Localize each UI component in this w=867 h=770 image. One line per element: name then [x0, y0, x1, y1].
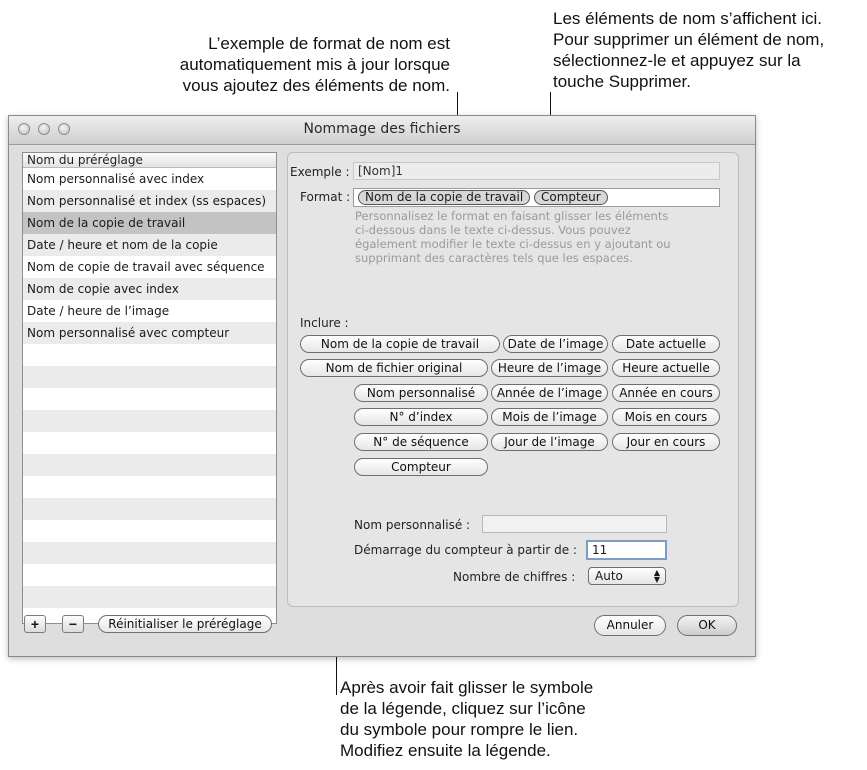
callout-line: automatiquement mis à jour lorsque: [179, 55, 450, 74]
preset-item[interactable]: Nom personnalisé avec compteur: [23, 322, 276, 344]
counter-start-field[interactable]: 11: [586, 540, 667, 560]
element-original-filename[interactable]: Nom de fichier original: [300, 359, 488, 377]
preset-item[interactable]: Nom personnalisé avec index: [27, 172, 205, 186]
empty-row: [23, 542, 276, 564]
preset-item[interactable]: Nom personnalisé et index (ss espaces): [23, 190, 276, 212]
empty-row: [23, 344, 276, 366]
select-arrows-icon: ▲ ▼: [653, 568, 660, 584]
element-counter[interactable]: Compteur: [354, 458, 488, 476]
custom-name-field[interactable]: [482, 515, 667, 533]
cancel-button[interactable]: Annuler: [594, 615, 666, 636]
digits-label: Nombre de chiffres :: [453, 570, 576, 584]
add-preset-button[interactable]: +: [24, 615, 46, 633]
empty-row: [23, 388, 276, 410]
description-line: ci-dessous dans le texte ci-dessus. Vous pouvez: [355, 223, 631, 237]
empty-row: [23, 454, 276, 476]
description-line: supprimant des caractères tels que les espaces.: [355, 251, 633, 265]
counter-start-label: Démarrage du compteur à partir de :: [354, 543, 577, 557]
ok-button[interactable]: OK: [677, 615, 737, 636]
remove-preset-button[interactable]: −: [62, 615, 84, 633]
element-sequence-number[interactable]: N° de séquence: [354, 433, 488, 451]
empty-row: [23, 476, 276, 498]
reset-preset-button[interactable]: Réinitialiser le préréglage: [98, 615, 272, 633]
element-index-number[interactable]: N° d’index: [354, 408, 488, 426]
element-current-month[interactable]: Mois en cours: [612, 408, 720, 426]
callout-name-elements: [553, 8, 824, 92]
preset-item[interactable]: Date / heure et nom de la copie: [23, 234, 276, 256]
preset-item[interactable]: Nom de copie de travail avec séquence: [27, 260, 265, 274]
empty-row: [23, 366, 276, 388]
callout-line: L’exemple de format de nom est: [208, 34, 450, 53]
format-description: [355, 209, 695, 265]
element-custom-name[interactable]: Nom personnalisé: [354, 384, 488, 402]
empty-row: [23, 498, 276, 520]
callout-line: touche Supprimer.: [553, 72, 691, 91]
format-token[interactable]: Compteur: [534, 190, 608, 205]
callout-line: de la légende, cliquez sur l’icône: [340, 699, 586, 718]
element-current-day[interactable]: Jour en cours: [612, 433, 720, 451]
callout-legend: [340, 677, 593, 761]
empty-row: [23, 410, 276, 432]
empty-row: [23, 586, 276, 608]
element-image-day[interactable]: Jour de l’image: [491, 433, 608, 451]
callout-line: Après avoir fait glisser le symbole: [340, 678, 594, 697]
preset-item[interactable]: Nom de copie avec index: [23, 278, 276, 300]
element-current-date[interactable]: Date actuelle: [612, 335, 720, 353]
element-current-year[interactable]: Année en cours: [612, 384, 720, 402]
empty-row: [23, 520, 276, 542]
digits-select-value: Auto: [595, 569, 623, 583]
callout-line: Les éléments de nom s’affichent ici.: [553, 9, 822, 28]
preset-item[interactable]: Date / heure de l’image: [27, 304, 170, 318]
element-current-time[interactable]: Heure actuelle: [612, 359, 720, 377]
callout-line: Modifiez ensuite la légende.: [340, 741, 551, 760]
element-image-year[interactable]: Année de l’image: [491, 384, 608, 402]
callout-line: Pour supprimer un élément de nom,: [553, 30, 825, 49]
example-field: [Nom]1: [353, 162, 720, 180]
element-image-time[interactable]: Heure de l’image: [491, 359, 608, 377]
element-image-date[interactable]: Date de l’image: [503, 335, 608, 353]
element-image-month[interactable]: Mois de l’image: [491, 408, 608, 426]
empty-row: [23, 564, 276, 586]
preset-list[interactable]: [22, 152, 277, 624]
callout-line: vous ajoutez des éléments de nom.: [182, 76, 450, 95]
format-label: Format :: [300, 190, 351, 204]
digits-select[interactable]: [588, 567, 666, 585]
preset-item-selected[interactable]: Nom de la copie de travail: [23, 212, 276, 234]
callout-example-format: [145, 33, 450, 96]
example-label: Exemple :: [290, 165, 350, 179]
callout-line: sélectionnez-le et appuyez sur la: [553, 51, 801, 70]
include-label: Inclure :: [300, 316, 349, 330]
title-bar[interactable]: [9, 116, 755, 145]
window-title: Nommage des fichiers: [303, 121, 461, 137]
description-line: également modifier le texte ci-dessus en y ajoutant ou: [355, 237, 671, 251]
custom-name-label: Nom personnalisé :: [354, 518, 471, 532]
preset-list-header: Nom du préréglage: [23, 153, 276, 168]
element-working-copy-name[interactable]: Nom de la copie de travail: [300, 335, 500, 353]
callout-line: du symbole pour rompre le lien.: [340, 720, 579, 739]
format-token[interactable]: Nom de la copie de travail: [358, 190, 530, 205]
description-line: Personnalisez le format en faisant glisser les éléments: [355, 209, 669, 223]
format-field[interactable]: [353, 188, 720, 207]
empty-row: [23, 432, 276, 454]
